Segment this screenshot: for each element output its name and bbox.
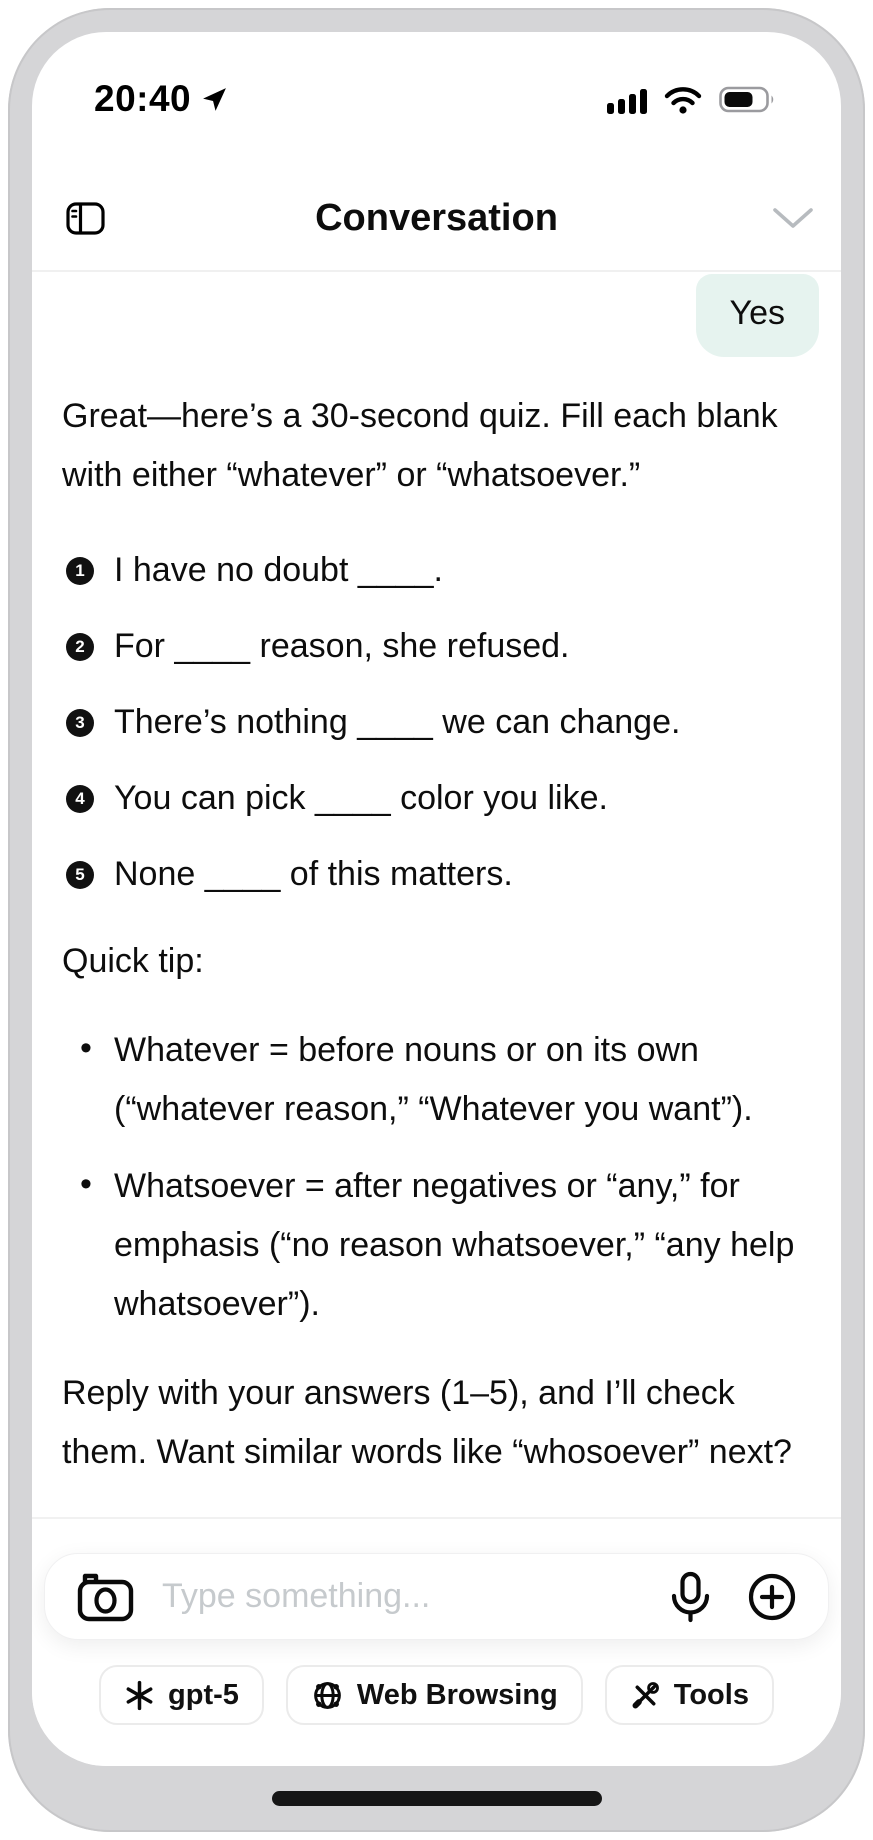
- plus-circle-icon: [748, 1573, 796, 1621]
- camera-icon: [77, 1572, 134, 1622]
- mic-button[interactable]: [665, 1567, 716, 1627]
- message-input[interactable]: [162, 1577, 665, 1616]
- tip-heading: Quick tip:: [62, 942, 204, 980]
- conversation-header: [32, 188, 841, 248]
- tip-text: Whatsoever = after negatives or “any,” for emphasis (“no reason whatsoever,” “any help whatsoever”).: [114, 1167, 795, 1323]
- wifi-icon: [664, 86, 702, 114]
- quiz-item: [66, 541, 811, 600]
- quiz-number-badge: 3: [66, 709, 94, 737]
- tools-icon: [630, 1680, 661, 1711]
- quiz-number-badge: 5: [66, 861, 94, 889]
- phone-screen: [32, 32, 841, 1766]
- chip-label: gpt-5: [168, 1678, 239, 1711]
- model-chip[interactable]: [99, 1665, 264, 1725]
- add-attachment-button[interactable]: [744, 1569, 800, 1625]
- user-message-row: [62, 274, 819, 357]
- collapse-conversation-button[interactable]: [767, 202, 819, 234]
- web-browsing-chip[interactable]: [286, 1665, 583, 1725]
- quiz-item-text: You can pick ____ color you like.: [114, 779, 608, 817]
- quiz-item: [66, 617, 811, 676]
- microphone-icon: [669, 1571, 712, 1623]
- page-title: Conversation: [315, 196, 558, 239]
- chat-area: [32, 274, 841, 1482]
- asterisk-icon: [124, 1680, 155, 1711]
- status-bar: [32, 32, 841, 118]
- status-right: [607, 85, 777, 114]
- quiz-number-badge: 4: [66, 785, 94, 813]
- status-time: 20:40: [94, 78, 192, 119]
- status-left: [94, 78, 228, 120]
- sidebar-toggle-button[interactable]: [62, 198, 109, 239]
- quiz-item: [66, 769, 811, 828]
- home-indicator[interactable]: [272, 1791, 602, 1806]
- header-divider: [32, 270, 841, 272]
- tip-item: [80, 1157, 811, 1334]
- cellular-signal-icon: [607, 88, 647, 114]
- user-message-bubble: Yes: [696, 274, 819, 357]
- quick-action-chips: [32, 1665, 841, 1766]
- assistant-closing: Reply with your answers (1–5), and I’ll check them. Want similar words like “whosoever” next?: [62, 1374, 792, 1471]
- quiz-item-text: For ____ reason, she refused.: [114, 627, 570, 665]
- battery-icon: [719, 85, 777, 114]
- tip-text: Whatever = before nouns or on its own (“whatever reason,” “Whatever you want”).: [114, 1031, 753, 1128]
- quiz-item-text: There’s nothing ____ we can change.: [114, 703, 681, 741]
- quiz-number-badge: 2: [66, 633, 94, 661]
- sidebar-icon: [66, 202, 105, 235]
- chevron-down-icon: [771, 206, 815, 230]
- quiz-number-badge: 1: [66, 557, 94, 585]
- quiz-item-text: I have no doubt ____.: [114, 551, 443, 589]
- composer-divider: [32, 1517, 841, 1519]
- input-bar-actions: [665, 1567, 800, 1627]
- chip-label: Web Browsing: [356, 1678, 558, 1711]
- chip-label: Tools: [673, 1678, 749, 1711]
- bullet-icon: •: [80, 1165, 92, 1203]
- tip-list: [80, 1021, 811, 1334]
- message-input-bar: [44, 1553, 829, 1640]
- bullet-icon: •: [80, 1029, 92, 1067]
- quiz-item-text: None ____ of this matters.: [114, 855, 513, 893]
- composer-area: [32, 1517, 841, 1766]
- assistant-intro: Great—here’s a 30-second quiz. Fill each blank with either “whatever” or “whatsoever.”: [62, 397, 778, 494]
- quiz-list: [62, 541, 811, 904]
- phone-frame: [8, 8, 865, 1832]
- location-icon: [201, 86, 228, 113]
- tip-item: [80, 1021, 811, 1139]
- globe-icon: [311, 1679, 344, 1712]
- camera-button[interactable]: [73, 1568, 138, 1626]
- quiz-item: [66, 845, 811, 904]
- quiz-item: [66, 693, 811, 752]
- tools-chip[interactable]: [605, 1665, 774, 1725]
